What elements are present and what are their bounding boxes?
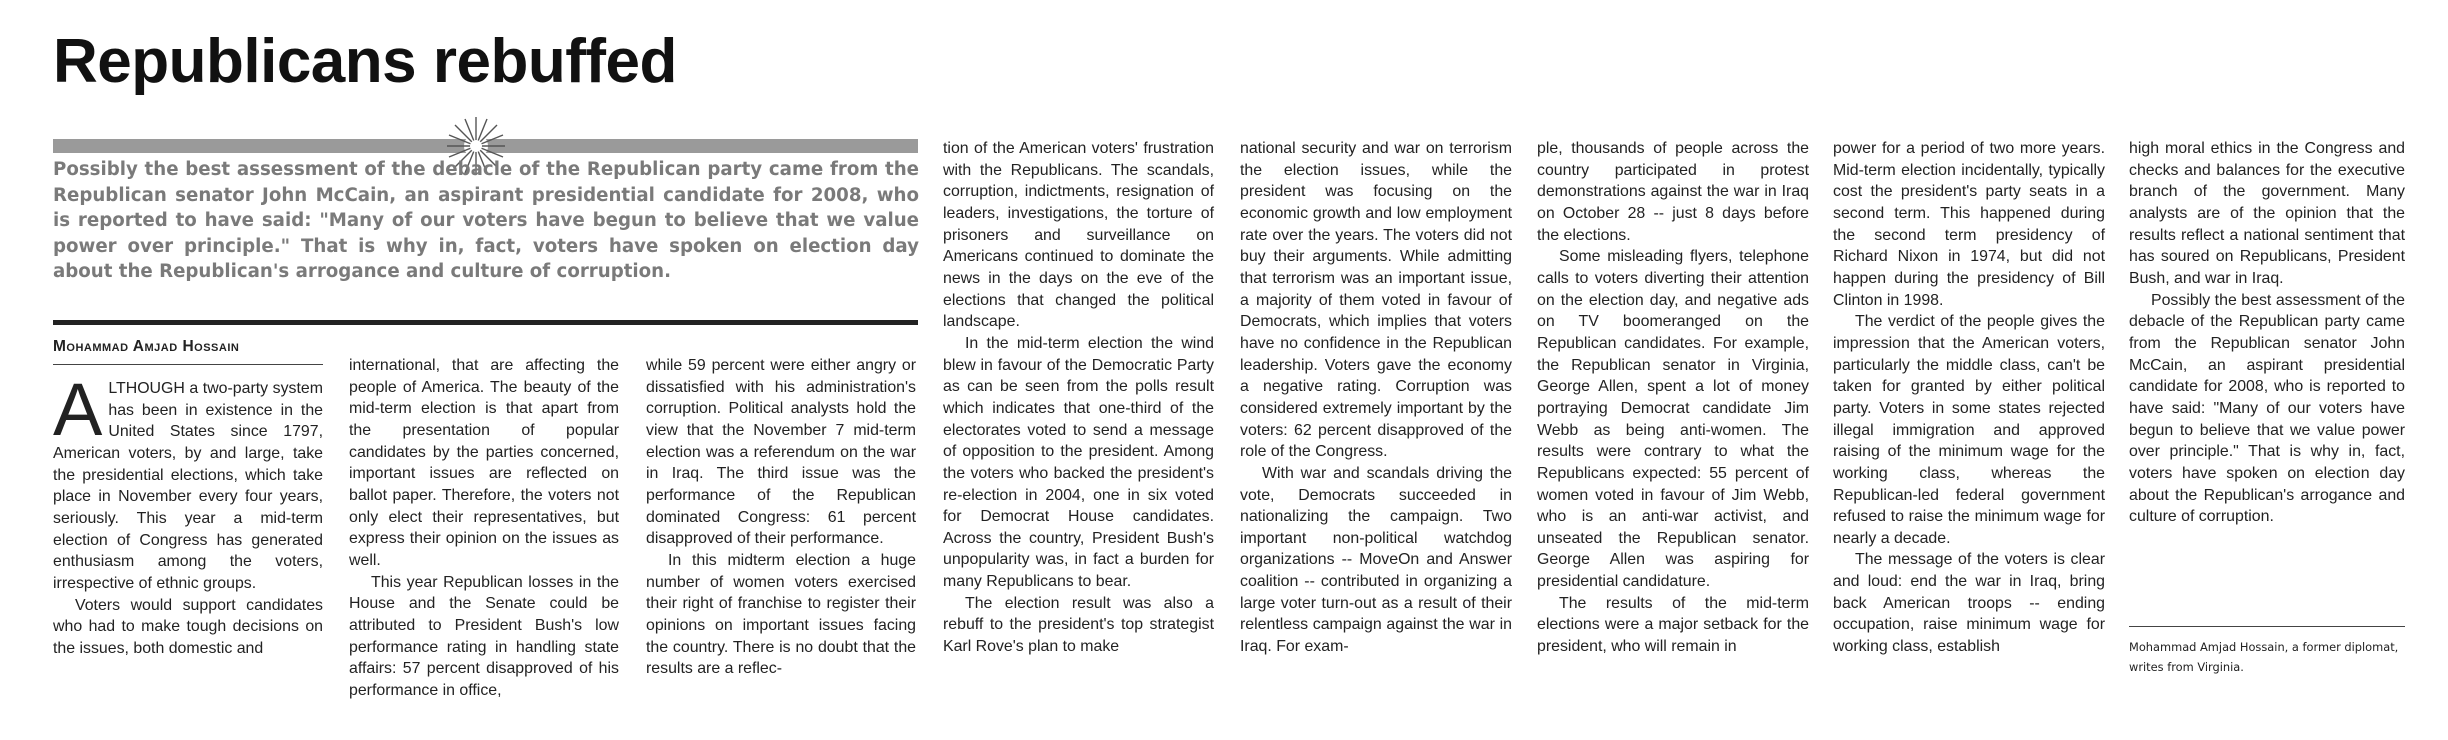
paragraph: In this midterm election a huge number of women voters exercised their right of franchise to register their opinions on important issues facing the country. There is no doubt that the results are a reflec- — [646, 551, 916, 678]
paragraph: Some misleading flyers, telephone calls to voters diverting their attention on the election day, and negative ads on TV boomeranged on the Republican candidates. For example, the Republican senator in Virginia, George Allen, spent a lot of money portraying Democrat candidate Jim Webb as being anti-women. The results were contrary to what the Republicans expected: 55 percent of women voted in favour of Jim Webb, who is an anti-war activist, and unseated the Republican senator. George Allen was aspiring for presidential candidature. — [1537, 248, 1809, 591]
paragraph: national security and war on terrorism the election issues, while the president was focusing on the economic growth and low employment rate over the years. The voters did not buy their arguments. While admitting that terrorism was an important issue, a majority of them voted in favour of Democrats, which implies that voters have no confidence in the Republican leadership. Voters gave the economy a negative rating. Corruption was considered extremely important by the voters: 62 percent disapproved of the role of the Congress. — [1240, 140, 1512, 461]
article-column-1 — [53, 368, 323, 660]
article-column-7 — [1833, 138, 2105, 658]
byline-rule — [53, 364, 323, 365]
standfirst-rule — [53, 320, 918, 325]
article-column-3 — [646, 355, 916, 680]
paragraph: With war and scandals driving the vote, Democrats succeeded in nationalizing the campaign. Two important non-political watchdog organizations -- MoveOn and Answer coalition -- contributed in organizing a large voter turn-out as a result of their relentless campaign against the war in Iraq. For exam- — [1240, 464, 1512, 656]
paragraph: The election result was also a rebuff to the president's top strategist Karl Rove's plan to make — [943, 594, 1214, 656]
paragraph: ple, thousands of people across the country participated in protest demonstrations against the war in Iraq on October 28 -- just 8 days before the elections. — [1537, 140, 1809, 244]
paragraph: The message of the voters is clear and loud: end the war in Iraq, bring back American troops -- ending occupation, raise minimum wage for working class, establish — [1833, 551, 2105, 656]
paragraph: This year Republican losses in the House and the Senate could be attributed to President Bush's low performance rating in handling state affairs: 57 percent disapproved of his performance in office, — [349, 573, 619, 699]
article-column-5 — [1240, 138, 1512, 658]
article-column-6 — [1537, 138, 1809, 658]
paragraph: high moral ethics in the Congress and checks and balances for the executive branch of the government. Many analysts are of the opinion that the results reflect a national sentiment that has soured on Republicans, President Bush, and war in Iraq. — [2129, 140, 2405, 287]
paragraph: tion of the American voters' frustration with the Republicans. The scandals, corruption, indictments, resignation of leaders, investigations, the torture of prisoners and surveillance on Americans continued to dominate the news in the days on the eve of the elections that changed the political landscape. — [943, 140, 1214, 331]
standfirst: Possibly the best assessment of the debacle of the Republican party came from the Republican senator John McCain, an aspirant presidential candidate for 2008, who is reported to have said: "Many of our voters have begun to believe that we value power over principle." That is why in, fact, voters have spoken on election day about the Republican's arrogance and culture of corruption. — [53, 159, 919, 282]
paragraph: The results of the mid-term elections were a major setback for the president, who will remain in — [1537, 594, 1809, 656]
paragraph: Possibly the best assessment of the debacle of the Republican party came from the Republican senator John McCain, an aspirant presidential candidate for 2008, who is reported to have said: "Many of our voters have begun to believe that we value power over principle." That is why in, fact, voters have spoken on election day about the Republican's arrogance and culture of corruption. — [2129, 291, 2405, 526]
article-column-8 — [2129, 138, 2405, 528]
paragraph: while 59 percent were either angry or dissatisfied with his administration's corruption. Political analysts hold the view that the November 7 mid-term election was a referendum on the war in Iraq. The third issue was the performance of the Republican dominated Congress: 61 percent disapproved of their performance. — [646, 357, 916, 548]
byline: Mohammad Amjad Hossain — [53, 338, 240, 355]
headline: Republicans rebuffed — [53, 27, 677, 96]
paragraph: international, that are affecting the people of America. The beauty of the mid-term election is that apart from the presentation of popular candidates by the parties concerned, important issues are reflected on ballot paper. Therefore, the voters not only elect their representatives, but express their opinion on the issues as well. — [349, 357, 619, 569]
article-column-4 — [943, 138, 1214, 658]
drop-cap: A — [53, 368, 103, 451]
author-note: Mohammad Amjad Hossain, a former diplomat, writes from Virginia. — [2129, 640, 2399, 674]
article-column-2 — [349, 355, 619, 702]
paragraph: The verdict of the people gives the impression that the American voters, particularly the middle class, can't be taken for granted by either political party. Voters in some states rejected illegal immigration and approved raising of the minimum wage for the working class, whereas the Republican-led federal government refused to raise the minimum wage for nearly a decade. — [1833, 313, 2105, 547]
paragraph: Voters would support candidates who had to make tough decisions on the issues, both domestic and — [53, 596, 323, 657]
paragraph: In the mid-term election the wind blew in favour of the Democratic Party as can be seen from the polls result which indicates that one-third of the electorates voted to send a message of opposition to the president. Among the voters who backed the president's re-election in 2004, one in six voted for Democrat House candidates. Across the country, President Bush's unpopularity was, in fact a burden for many Republicans to bear. — [943, 334, 1214, 591]
paragraph: ALTHOUGH a two-party system has been in existence in the United States since 1797, American voters, by and large, take the presidential elections, which take place in November every four years, seriously. This year a mid-term election of Congress has generated enthusiasm among the voters, irrespective of ethnic groups. — [53, 368, 323, 592]
paragraph: power for a period of two more years. Mid-term election incidentally, typically cost the president's party seats in a second term. This happened during the second term presidency of Richard Nixon in 1974, but did not happen during the presidency of Bill Clinton in 1998. — [1833, 140, 2105, 309]
author-note-rule — [2129, 626, 2405, 627]
